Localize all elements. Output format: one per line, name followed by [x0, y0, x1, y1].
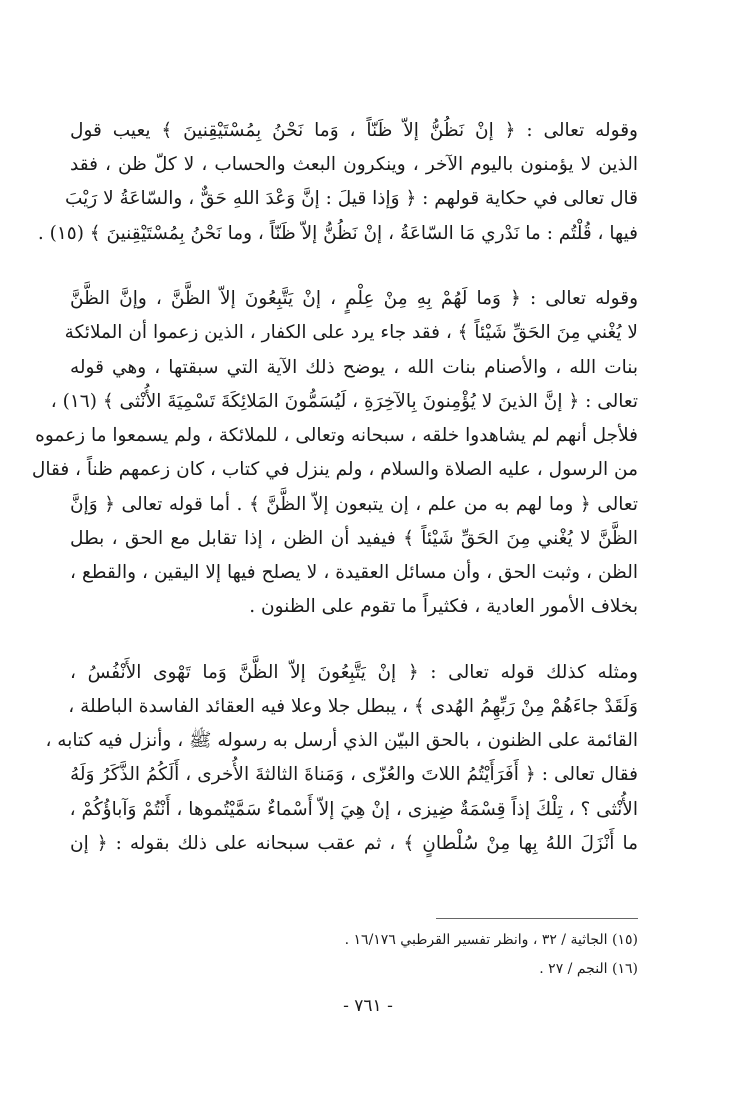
body-text-line: القائمة على الظنون ، بالحق البيّن الذي أرسل به رسوله ﷺ ، وأنزل فيه كتابه ،: [45, 730, 638, 751]
body-text-line: وقوله تعالى : ﴿ إنْ نَظُنُّ إلاّ ظَنّاً ، وَما نَحْنُ بِمُسْتَيْقِنينَ ﴾ يعيب قول: [70, 120, 638, 141]
body-text-line: ما أَنْزَلَ اللهُ بِها مِنْ سُلْطانٍ ﴾ ، ثم عقب سبحانه على ذلك بقوله : ﴿ إن: [70, 833, 638, 854]
footnote: (١٦) النجم / ٢٧ .: [539, 961, 638, 977]
body-text-line: وقوله تعالى : ﴿ وَما لَهُمْ بِهِ مِنْ عِلْمٍ ، إنْ يَتَّبِعُونَ إلاّ الظَّنَّ ، وإنَّ الظَّنَّ: [70, 288, 638, 309]
body-text-line: الأُنْثى ؟ ، تِلْكَ إذاً قِسْمَةٌ ضِيزى ، إنْ هِيَ إلاّ أَسْماءٌ سَمَّيْتُموها ، أَنْتُمْ وَآباؤُكُمْ ،: [69, 799, 638, 820]
body-text-line: قال تعالى في حكاية قولهم : ﴿ وَإذا قيلَ : إنَّ وَعْدَ اللهِ حَقٌّ ، والسّاعَةُ لا رَيْبَ: [64, 188, 638, 209]
body-text-line: بنات الله ، والأصنام بنات الله ، يوضح ذلك الآية التي سبقتها ، وهي قوله: [70, 357, 638, 378]
body-text-line: فيها ، قُلْتُم : ما نَدْري مَا السّاعَةُ ، إنْ نَظُنُّ إلاّ ظَنّاً ، وما نَحْنُ بِمُسْتَيْقِنينَ ﴾ (١٥) .: [37, 223, 638, 244]
footnote-divider: [436, 918, 638, 919]
body-text-line: فقال تعالى : ﴿ أَفَرَأَيْتُمُ اللاتَ والعُزّى ، وَمَناةَ الثالثةَ الأُخرى ، أَلَكُمُ الذَّكَرُ وَلَهُ: [70, 764, 638, 785]
body-text-line: بخلاف الأمور العادية ، فكثيراً ما تقوم على الظنون .: [249, 596, 638, 617]
body-text-line: لا يُغْني مِنَ الحَقِّ شَيْئاً ﴾ ، فقد جاء يرد على الكفار ، الذين زعموا أن الملائكة: [64, 322, 638, 343]
body-text-line: ومثله كذلك قوله تعالى : ﴿ إنْ يَتَّبِعُونَ إلاّ الظَّنَّ وَما تَهْوى الأَنْفُسُ ،: [70, 662, 638, 683]
body-text-line: تعالى ﴿ وما لهم به من علم ، إن يتبعون إلاّ الظَّنَّ ﴾ . أما قوله تعالى ﴿ وَإنَّ: [70, 494, 638, 515]
body-text-line: الظن ، وثبت الحق ، وأن مسائل العقيدة ، لا يصلح فيها إلا اليقين ، والقطع ،: [70, 562, 638, 583]
body-text-line: الذين لا يؤمنون باليوم الآخر ، وينكرون البعث والحساب ، لا كلّ ظن ، فقد: [70, 154, 638, 175]
body-text-line: وَلَقَدْ جاءَهُمْ مِنْ رَبِّهِمُ الهُدى ﴾ ، يبطل جلا وعلا فيه العقائد الفاسدة الباطلة ،: [68, 696, 638, 717]
footnote: (١٥) الجاثية / ٣٢ ، وانظر تفسير القرطبي ١٦/١٧٦ .: [344, 932, 638, 948]
body-text-line: من الرسول ، عليه الصلاة والسلام ، ولم ينزل في كتاب ، كان زعمهم ظناً ، فقال: [31, 459, 638, 480]
body-text-line: فلأجل أنهم لم يشاهدوا خلقه ، سبحانه وتعالى ، للملائكة ، ولم يسمعوا ما زعموه: [35, 425, 638, 446]
body-text-line: الظَّنَّ لا يُغْني مِنَ الحَقِّ شَيْئاً ﴾ فيفيد أن الظن ، إذا تقابل مع الحق ، بطل: [70, 528, 638, 549]
body-text-line: تعالى : ﴿ إنَّ الذينَ لا يُؤْمِنونَ بِالآخِرَةِ ، لَيُسَمُّونَ المَلائِكَةَ تَسْمِيَةَ الأُنْثى ﴾ (١٦) ،: [50, 391, 638, 412]
page-number: - ٧٦١ -: [343, 996, 393, 1016]
